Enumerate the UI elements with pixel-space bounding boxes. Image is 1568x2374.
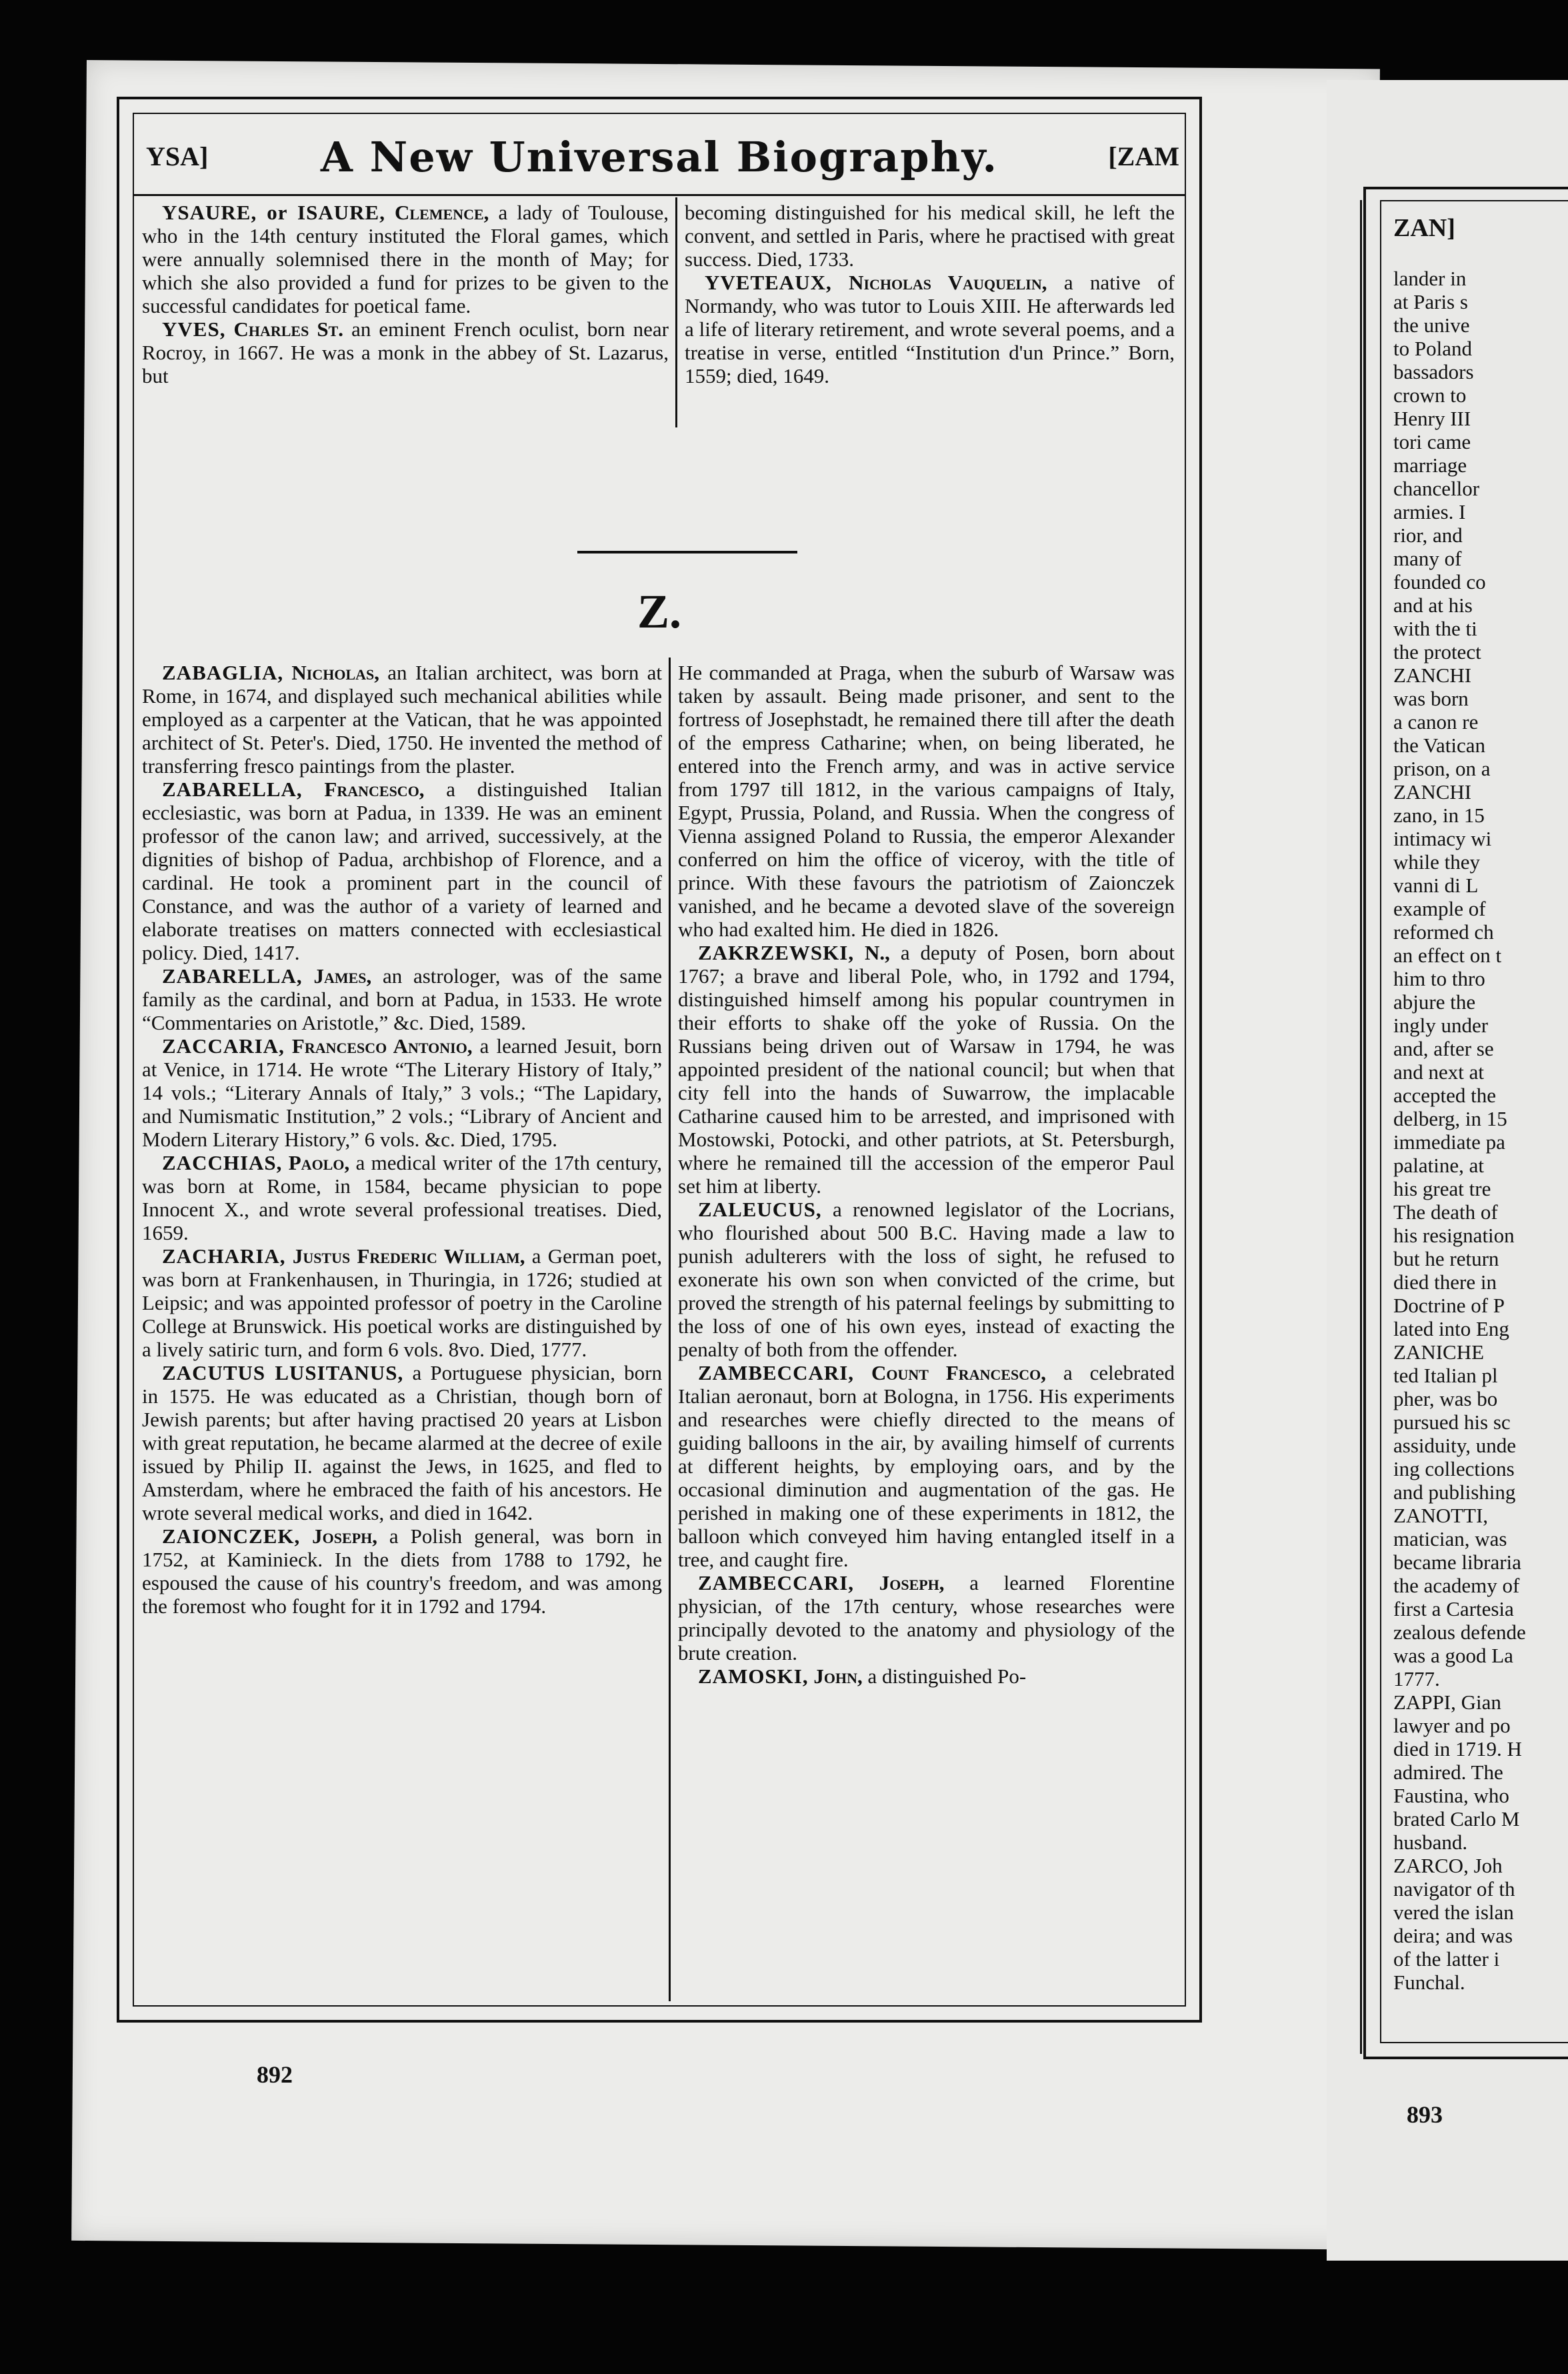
entry-text: a German poet, was born at Frankenhausen, in Thuringia, in 1726; studied at Leipsic; and was appointed professor of poetry in the Caroline College at Brunswick. His poetical works are distinguished by a lively satiric turn, and form 6 vols. 8vo. Died, 1777. (142, 1244, 662, 1361)
biography-entry (142, 964, 662, 1034)
next-page-line: at Paris s (1393, 290, 1468, 313)
entry-surname: YVETEAUX, (705, 271, 832, 294)
main-column-rule (669, 658, 671, 2001)
entry-text: a Portuguese physician, born in 1575. He was educated as a Christian, though born of Jewish parents; but after having practised 20 years at Lisbon with great reputation, he became alarmed at the decree of exile issued by Philip II. against the Jews, in 1625, and fled to Amsterdam, where he embraced the faith of his ancestors. He wrote several medical works, and died in 1642. (142, 1361, 662, 1524)
entry-forename: Joseph, (312, 1524, 377, 1548)
next-page-line: him to thro (1393, 967, 1485, 990)
top-column-rule (675, 197, 677, 427)
biography-entry (685, 201, 1175, 271)
next-page-line: founded co (1393, 570, 1486, 594)
next-page-line: prison, on a (1393, 757, 1491, 780)
next-page-line: lated into Eng (1393, 1317, 1509, 1340)
biography-entry (142, 1524, 662, 1618)
main-left-column (142, 661, 662, 1618)
biography-entry (142, 1151, 662, 1244)
entry-surname: ZABARELLA, (162, 778, 303, 801)
next-page-line: ing collections (1393, 1457, 1515, 1480)
biography-entry (142, 201, 669, 317)
entry-forename: Nicholas, (291, 661, 380, 684)
entry-surname: YVES, (162, 317, 226, 341)
next-page-line: the academy of (1393, 1574, 1520, 1597)
entry-text: a medical writer of the 17th century, was born at Rome, in 1584, became physician to pope Innocent X., and wrote several professional treatises. Died, 1659. (142, 1151, 662, 1244)
section-letter: Z. (637, 585, 682, 638)
next-page-line: Faustina, who (1393, 1784, 1509, 1807)
next-page-line: his resignation (1393, 1224, 1515, 1247)
next-page-line: armies. I (1393, 500, 1466, 523)
biography-entry (142, 1361, 662, 1524)
entry-text: a lady of Toulouse, who in the 14th century instituted the Floral games, which were annually solemnised there in the month of May; for which she also provided a fund for prizes to be given to the successful candidates for poetical fame. (142, 201, 669, 317)
next-page-line: the unive (1393, 313, 1470, 337)
entry-text: an astrologer, was of the same family as the cardinal, and born at Padua, in 1533. He wrote “Commentaries on Aristotle,” &c. Died, 1589. (142, 964, 663, 1034)
next-page-line: of the latter i (1393, 1947, 1500, 1971)
next-page-line: but he return (1393, 1247, 1499, 1270)
entry-surname: ZAIONCZEK, (162, 1524, 301, 1548)
entry-surname: ZAMBECCARI, (698, 1571, 855, 1594)
entry-forename: Nicholas Vauquelin, (849, 271, 1047, 294)
next-page-line: was born (1393, 687, 1469, 710)
next-page-line: first a Cartesia (1393, 1597, 1514, 1620)
next-page-line: a canon re (1393, 710, 1479, 734)
entry-surname: YSAURE, or ISAURE, (162, 201, 385, 224)
header-title: A New Universal Biography. (320, 133, 999, 181)
next-page-line: 1777. (1393, 1667, 1440, 1690)
next-page-line: the protect (1393, 640, 1481, 664)
biography-entry (678, 1198, 1175, 1361)
next-page-line: ZANCHI (1393, 664, 1472, 687)
entry-text: a learned Jesuit, born at Venice, in 1714. He wrote “The Literary History of Italy,” 14 vols.; “Literary Annals of Italy,” 3 vols.; “The Lapidary, and Numismatic Institution,” 2 vols.; “Library of Ancient and Modern Literary History,” 6 vols. &c. Died, 1795. (142, 1034, 662, 1151)
entry-surname: ZABARELLA, (162, 964, 303, 988)
next-page-line: zano, in 15 (1393, 804, 1485, 827)
header-left: YSA] (146, 141, 209, 171)
next-page-line: his great tre (1393, 1177, 1491, 1200)
entry-text: a native of Normandy, who was tutor to Louis XIII. He afterwards led a life of literary retirement, and wrote several poems, and a treatise in verse, entitled “Institution d'un Prince.” Born, 1559; died, 1649. (685, 271, 1175, 387)
next-page-line: reformed ch (1393, 920, 1494, 944)
next-page-line: Funchal. (1393, 1971, 1465, 1994)
next-page-line: ted Italian pl (1393, 1364, 1498, 1387)
biography-entry (678, 661, 1175, 941)
next-page-line: ZAPPI, Gian (1393, 1690, 1501, 1714)
next-page-line: died there in (1393, 1270, 1497, 1294)
next-page-line: died in 1719. H (1393, 1737, 1522, 1760)
entry-text: a distinguished Italian ecclesiastic, was born at Padua, in 1339. He was an eminent professor of the canon law; and arrived, successively, at the dignities of bishop of Padua, archbishop of Florence, and a cardinal. He took a prominent part in the council of Constance, and was the author of a variety of learned and elaborate treatises on matters connected with ecclesiastical policy. Died, 1417. (142, 778, 662, 964)
next-page-line: zealous defende (1393, 1620, 1526, 1644)
next-page-line: Henry III (1393, 407, 1471, 430)
page-number-right: 893 (1407, 2101, 1443, 2128)
next-page-line: Doctrine of P (1393, 1294, 1505, 1317)
biography-entry (685, 271, 1175, 387)
next-page-line: while they (1393, 850, 1480, 874)
biography-entry (678, 1361, 1175, 1571)
next-page-line: to Poland (1393, 337, 1472, 360)
entry-forename: Charles St. (233, 317, 344, 341)
next-page-line: assiduity, unde (1393, 1434, 1516, 1457)
next-page-line: husband. (1393, 1831, 1468, 1854)
gutter-rule (1360, 200, 1362, 2054)
entry-surname: ZACUTUS LUSITANUS, (162, 1361, 404, 1384)
next-page-line: delberg, in 15 (1393, 1107, 1507, 1130)
next-page-line: and at his (1393, 594, 1473, 617)
biography-entry (142, 778, 662, 964)
running-header (134, 114, 1185, 196)
next-page-line: an effect on t (1393, 944, 1502, 967)
next-page-line: navigator of th (1393, 1877, 1515, 1901)
entry-forename: John, (813, 1664, 863, 1688)
entry-surname: ZAKRZEWSKI, (698, 941, 855, 964)
biography-entry (142, 317, 669, 387)
entry-forename: Francesco Antonio, (291, 1034, 473, 1058)
next-page-line: ZANICHE (1393, 1340, 1485, 1364)
next-page-line: lander in (1393, 267, 1467, 290)
entry-surname: ZAMOSKI, (698, 1664, 809, 1688)
next-page-line: intimacy wi (1393, 827, 1492, 850)
next-page-line: chancellor (1393, 477, 1480, 500)
entry-text: a celebrated Italian aeronaut, born at Bologna, in 1756. His experiments and researches were chiefly directed to the means of guiding balloons in the air, by availing himself of currents at different heights, by employing oars, and by the occasional diminution and augmentation of the gas. He perished in making one of these experiments in 1812, the balloon which conveyed him having entangled itself in a tree, and caught fire. (678, 1361, 1175, 1571)
biography-entry (678, 1664, 1175, 1688)
next-page-line: abjure the (1393, 990, 1476, 1014)
next-page-line: rior, and (1393, 523, 1463, 547)
entry-forename: Justus Frederic William, (292, 1244, 525, 1268)
biography-entry (678, 1571, 1175, 1664)
entry-surname: ZAMBECCARI, (698, 1361, 855, 1384)
next-page-line: many of (1393, 547, 1462, 570)
entry-forename: James, (313, 964, 372, 988)
next-page-line: ZARCO, Joh (1393, 1854, 1503, 1877)
page-number-left: 892 (257, 2061, 293, 2088)
next-page-line: was a good La (1393, 1644, 1513, 1667)
section-divider (577, 551, 797, 553)
entry-text: He commanded at Praga, when the suburb of Warsaw was taken by assault. Being made prisoner, and sent to the fortress of Josephstadt, he remained there till after the death of the empress Catharine; when, on being liberated, he entered into the French army, and was in active service from 1797 till 1812, in the various campaigns of Italy, Egypt, Prussia, Poland, and Russia. When the congress of Vienna assigned Poland to Russia, the emperor Alexander conferred on him the office of viceroy, with the title of prince. With these favours the patriotism of Zaionczek vanished, and he became a devoted slave of the sovereign who had exalted him. He died in 1826. (678, 661, 1175, 941)
page-frame-inner (133, 113, 1186, 2007)
next-page-line: example of (1393, 897, 1486, 920)
next-page-line: palatine, at (1393, 1154, 1484, 1177)
header-right: [ZAM (1108, 141, 1179, 171)
page-frame (117, 97, 1202, 2023)
biography-entry (142, 1244, 662, 1361)
next-page-line: bassadors (1393, 360, 1474, 383)
next-page-line: pher, was bo (1393, 1387, 1498, 1410)
top-right-column (685, 201, 1175, 387)
next-page-line: accepted the (1393, 1084, 1497, 1107)
entry-surname: ZALEUCUS, (698, 1198, 822, 1221)
next-page-line: admired. The (1393, 1760, 1503, 1784)
next-page-line: and, after se (1393, 1037, 1494, 1060)
entry-forename: Francesco, (324, 778, 425, 801)
next-page-line: pursued his sc (1393, 1410, 1511, 1434)
top-left-column (142, 201, 669, 387)
next-page-line: ZANOTTI, (1393, 1504, 1489, 1527)
next-page-line: immediate pa (1393, 1130, 1505, 1154)
entry-text: a deputy of Posen, born about 1767; a brave and liberal Pole, who, in 1792 and 1794, distinguished himself among his popular countrymen in their efforts to shake off the yoke of Russia. On the Russians being driven out of Warsaw in 1794, he was appointed president of the national council; but when that city fell into the hands of Suwarrow, the implacable Catharine caused him to be arrested, and imprisoned with Mostowski, Potocki, and other patriots, at St. Petersburgh, where he remained till the accession of the emperor Paul set him at liberty. (678, 941, 1175, 1198)
next-page-line: The death of (1393, 1200, 1498, 1224)
next-page-line: the Vatican (1393, 734, 1486, 757)
biography-entry (142, 1034, 662, 1151)
next-page-column (1393, 267, 1568, 1994)
next-page-line: became libraria (1393, 1550, 1521, 1574)
entry-forename: Joseph, (879, 1571, 945, 1594)
next-page-line: marriage (1393, 453, 1467, 477)
entry-text: a Polish general, was born in 1752, at Kaminieck. In the diets from 1788 to 1792, he espoused the cause of his country's freedom, and was among the foremost who fought for it in 1792 and 1794. (142, 1524, 662, 1618)
biography-entry (142, 661, 662, 778)
entry-text: an Italian architect, was born at Rome, in 1674, and displayed such mechanical abilities while employed as a carpenter at the Vatican, that he was appointed architect of St. Peter's. Died, 1750. He invented the method of transferring fresco paintings from the plaster. (142, 661, 662, 778)
entry-surname: ZACCARIA, (162, 1034, 285, 1058)
next-page-line: matician, was (1393, 1527, 1507, 1550)
entry-forename: N., (865, 941, 890, 964)
biography-entry (678, 941, 1175, 1198)
next-page-line: with the ti (1393, 617, 1477, 640)
entry-forename: Count Francesco, (871, 1361, 1047, 1384)
next-page-line: deira; and was (1393, 1924, 1513, 1947)
entry-forename: Paolo, (288, 1151, 350, 1174)
next-page-line: ZANCHI (1393, 780, 1472, 804)
next-page-line: crown to (1393, 383, 1467, 407)
next-page-line: vered the islan (1393, 1901, 1514, 1924)
entry-forename: Clemence, (395, 201, 489, 224)
next-page-line: vanni di L (1393, 874, 1479, 897)
next-page-line: lawyer and po (1393, 1714, 1511, 1737)
entry-text: an eminent French oculist, born near Rocroy, in 1667. He was a monk in the abbey of St. Lazarus, but (142, 317, 669, 387)
entry-text: a distinguished Po- (862, 1664, 1027, 1688)
entry-surname: ZABAGLIA, (162, 661, 284, 684)
entry-text: a renowned legislator of the Locrians, who flourished about 500 B.C. Having made a law to punish adulterers with the loss of sight, he refused to exonerate his own son when convicted of the crime, but proved the strength of his paternal feelings by submitting to the loss of one of his own eyes, instead of exacting the penalty of both from the offender. (678, 1198, 1175, 1361)
next-page-header: ZAN] (1393, 214, 1455, 242)
entry-text: becoming distinguished for his medical skill, he left the convent, and settled in Paris, where he practised with great success. Died, 1733. (685, 201, 1175, 271)
main-right-column (678, 661, 1175, 1688)
entry-text: a learned Florentine physician, of the 17th century, whose researches were principally devoted to the anatomy and physiology of the brute creation. (678, 1571, 1175, 1664)
next-page-line: ingly under (1393, 1014, 1489, 1037)
next-page-line: tori came (1393, 430, 1471, 453)
next-page-line: and publishing (1393, 1480, 1516, 1504)
next-page-line: and next at (1393, 1060, 1485, 1084)
entry-surname: ZACHARIA, (162, 1244, 286, 1268)
next-page-line: brated Carlo M (1393, 1807, 1520, 1831)
entry-surname: ZACCHIAS, (162, 1151, 283, 1174)
